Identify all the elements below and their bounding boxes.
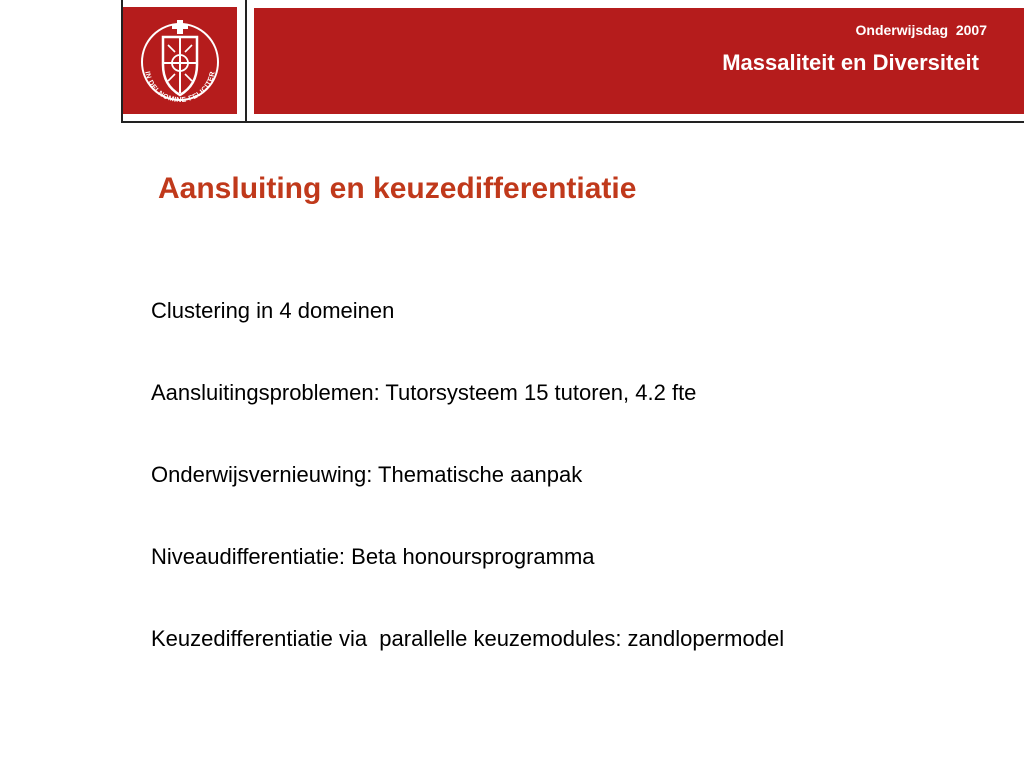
slide-title: Aansluiting en keuzedifferentiatie: [158, 172, 637, 205]
header-divider: [245, 0, 247, 121]
bullet-item: Clustering in 4 domeinen: [151, 298, 395, 323]
bullet-item: Onderwijsvernieuwing: Thematische aanpak: [151, 462, 583, 487]
theme-title: Massaliteit en Diversiteit: [722, 50, 979, 75]
event-label: Onderwijsdag 2007: [855, 22, 987, 38]
header-title-bar: [254, 8, 1024, 114]
bullet-item: Aansluitingsproblemen: Tutorsysteem 15 tutoren, 4.2 fte: [151, 380, 697, 405]
university-logo: [123, 7, 237, 114]
bullet-item: Niveaudifferentiatie: Beta honoursprogramma: [151, 544, 595, 569]
university-seal-icon: [123, 7, 237, 114]
bullet-item: Keuzedifferentiatie via parallelle keuzemodules: zandlopermodel: [151, 626, 785, 651]
bullet-list: [151, 296, 784, 706]
svg-text:IN DEI NOMINE FELICITER: IN DEI NOMINE FELICITER: [143, 70, 217, 105]
